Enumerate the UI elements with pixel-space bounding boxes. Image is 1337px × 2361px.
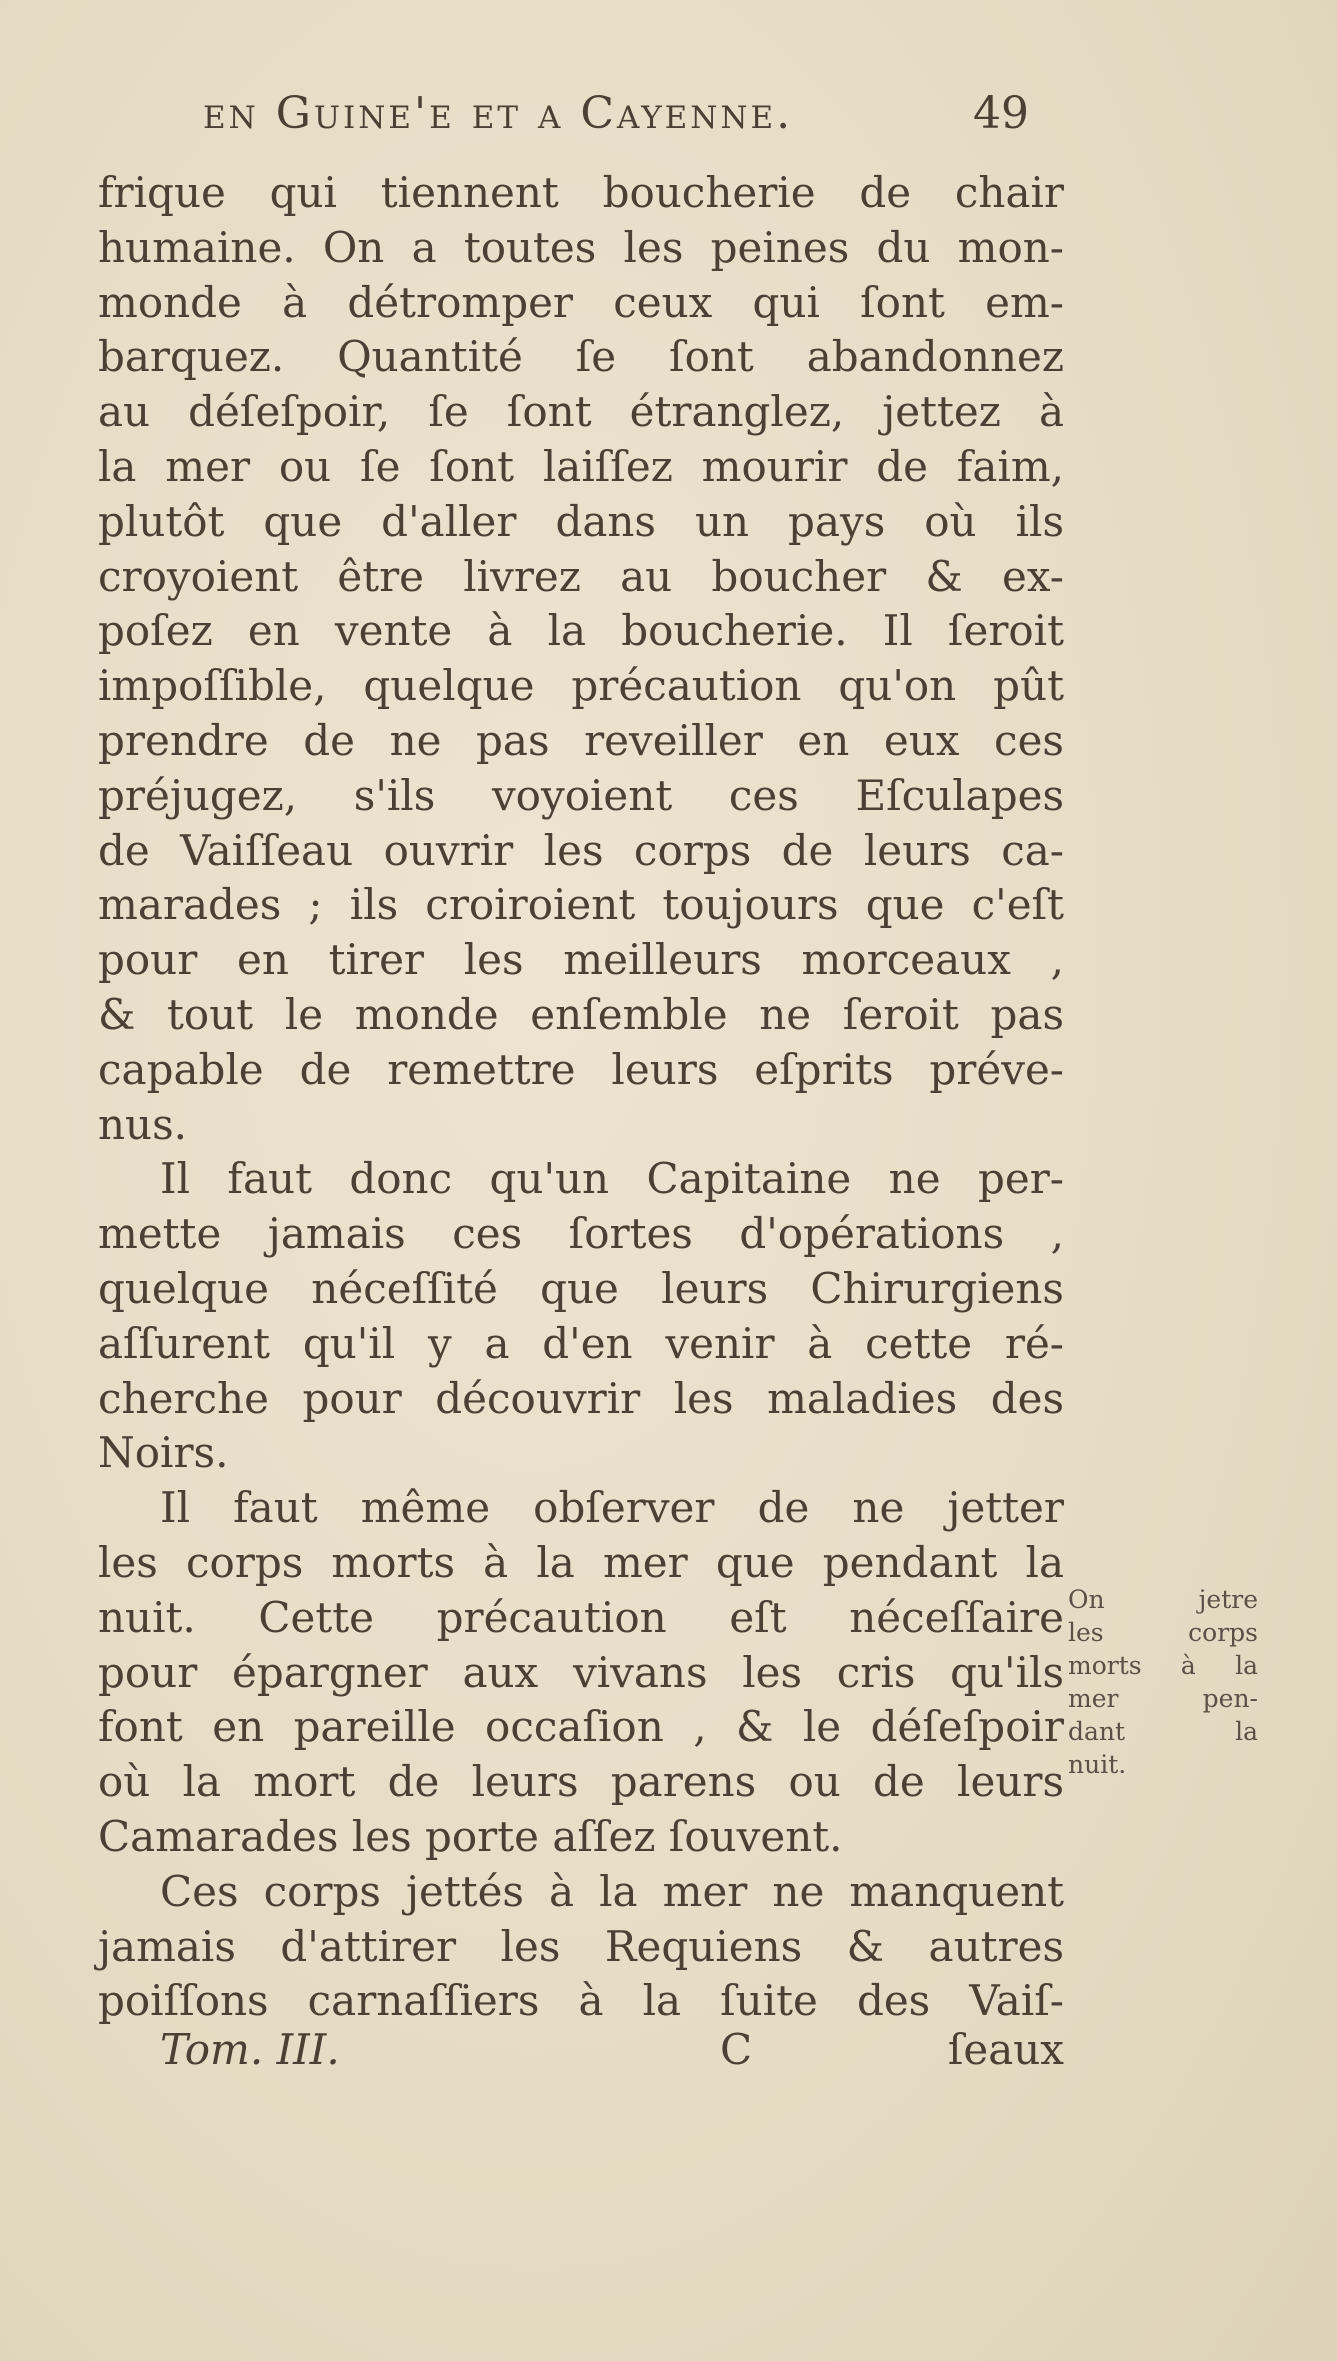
text-line: croyoient être livrez au boucher & ex- — [98, 551, 1064, 601]
text-line: quelque néceſſité que leurs Chirurgiens — [98, 1263, 1064, 1313]
text-line: jamais d'attirer les Requiens & autres — [98, 1921, 1064, 1971]
page-number: 49 — [973, 88, 1029, 139]
text-line: de Vaiſſeau ouvrir les corps de leurs ca- — [98, 825, 1064, 875]
text-line: font en pareille occaſion , & le déſeſpoir — [98, 1702, 1064, 1752]
text-line: la mer ou ſe ſont laiſſez mourir de faim, — [98, 441, 1064, 491]
text-line: humaine. On a toutes les peines du mon- — [98, 222, 1064, 272]
text-line: marades ; ils croiroient toujours que c'eſt — [98, 880, 1064, 930]
text-line: mette jamais ces ſortes d'opérations , — [98, 1209, 1064, 1259]
page-footer — [98, 2025, 1064, 2081]
text-line: nus. — [98, 1099, 188, 1149]
text-line: pour en tirer les meilleurs morceaux , — [98, 935, 1064, 985]
volume-mark: Tom. III. — [160, 2025, 340, 2074]
text-line: poiſſons carnaſſiers à la ſuite des Vaiſ- — [98, 1976, 1064, 2026]
text-line: Il faut même obſerver de ne jetter — [160, 1483, 1064, 1533]
running-title: en Guine'e et a Cayenne. — [203, 88, 794, 139]
text-line: Il faut donc qu'un Capitaine ne per- — [160, 1154, 1064, 1204]
margin-note — [1068, 1583, 1258, 1781]
signature-mark: C — [720, 2025, 753, 2074]
page-header — [203, 88, 1073, 148]
text-line: monde à détromper ceux qui ſont em- — [98, 277, 1064, 327]
margin-note-line: les corps — [1068, 1618, 1258, 1647]
margin-note-line: nuit. — [1068, 1750, 1127, 1779]
text-line: cherche pour découvrir les maladies des — [98, 1373, 1064, 1423]
text-line: pour épargner aux vivans les cris qu'ils — [98, 1647, 1064, 1697]
text-line: impoſſible, quelque précaution qu'on pût — [98, 661, 1064, 711]
body-text — [98, 166, 1064, 2029]
text-line: Camarades les porte aſſez ſouvent. — [98, 1811, 843, 1861]
text-line: les corps morts à la mer que pendant la — [98, 1537, 1064, 1587]
text-line: préjugez, s'ils voyoient ces Eſculapes — [98, 770, 1064, 820]
text-line: aſſurent qu'il y a d'en venir à cette ré- — [98, 1318, 1064, 1368]
text-line: prendre de ne pas reveiller en eux ces — [98, 715, 1064, 765]
text-line: nuit. Cette précaution eſt néceſſaire — [98, 1592, 1064, 1642]
margin-note-line: dant la — [1068, 1717, 1258, 1746]
text-line: Noirs. — [98, 1428, 229, 1478]
text-line: & tout le monde enſemble ne ſeroit pas — [98, 989, 1064, 1039]
text-line: où la mort de leurs parens ou de leurs — [98, 1757, 1064, 1807]
text-line: capable de remettre leurs eſprits préve- — [98, 1044, 1064, 1094]
margin-note-line: mer pen- — [1068, 1684, 1258, 1713]
catchword: ſeaux — [947, 2025, 1064, 2074]
text-line: barquez. Quantité ſe ſont abandonnez — [98, 332, 1064, 382]
margin-note-line: morts à la — [1068, 1651, 1258, 1680]
text-line: Ces corps jettés à la mer ne manquent — [160, 1866, 1064, 1916]
text-line: frique qui tiennent boucherie de chair — [98, 168, 1064, 217]
margin-note-line: On jetre — [1068, 1585, 1258, 1614]
text-line: poſez en vente à la boucherie. Il ſeroit — [98, 606, 1064, 656]
text-line: plutôt que d'aller dans un pays où ils — [98, 496, 1064, 546]
text-line: au déſeſpoir, ſe ſont étranglez, jettez à — [98, 387, 1064, 437]
